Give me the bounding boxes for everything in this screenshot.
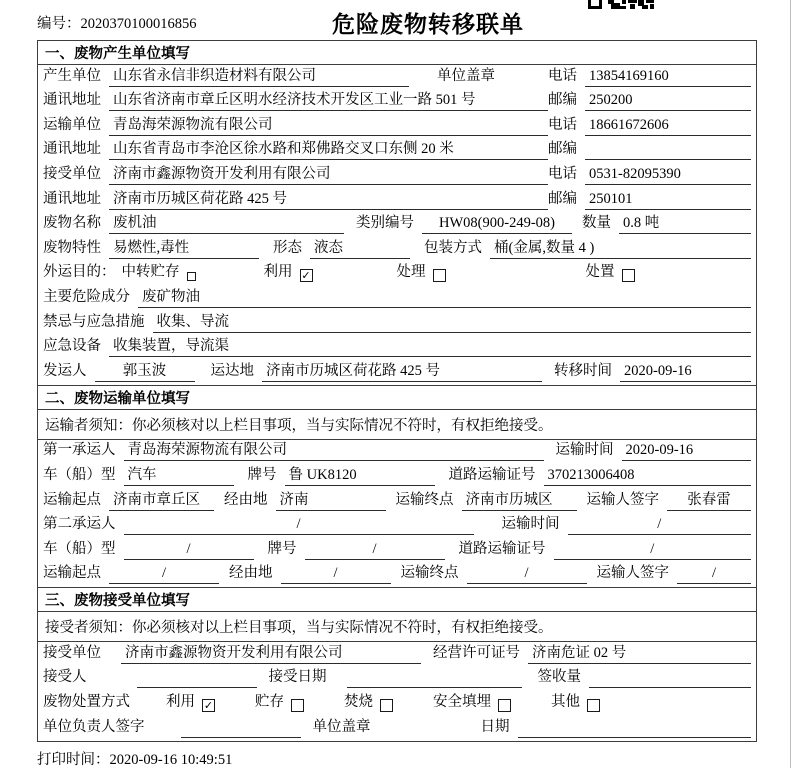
row-shipper	[38, 360, 756, 385]
form-value: 液态	[310, 236, 410, 259]
zip-value: 250101	[585, 191, 751, 210]
carrier1-value: 青岛海荣源物流有限公司	[124, 438, 544, 461]
transporter-value: 青岛海荣源物流有限公司	[109, 113, 548, 136]
row-receive-unit	[38, 642, 756, 667]
address-value: 济南市历城区荷花路 425 号	[109, 187, 548, 210]
phone-value: 0531-82095390	[585, 166, 751, 185]
address-value: 山东省青岛市李沧区徐水路和郑佛路交叉口东侧 20 米	[109, 137, 548, 160]
signed-amount-value	[589, 670, 751, 688]
producer-label: 产生单位	[43, 67, 101, 84]
print-time-value: 2020-09-16 10:49:51	[109, 752, 233, 768]
dispose-option-label: 安全填埋	[433, 694, 491, 711]
address-value: 山东省济南市章丘区明水经济技术开发区工业一路 501 号	[109, 88, 548, 111]
manifest-table	[37, 40, 757, 742]
zip-value	[585, 142, 751, 160]
waste-name-value: 废机油	[109, 211, 344, 234]
transporter-sign-value: /	[677, 565, 751, 584]
dispose-option-label: 利用	[166, 694, 195, 711]
checkbox-store	[291, 699, 304, 712]
shipper-label: 发运人	[43, 362, 87, 379]
transport-time-label: 运输时间	[555, 442, 614, 459]
shipper-value: 郭玉波	[95, 359, 195, 382]
zip-value: 250200	[585, 92, 751, 111]
dispose-option-label: 贮存	[255, 694, 284, 711]
receiver-notice: 接受者须知：你必须核对以上栏目事项，当与实际情况不符时，有权拒绝接受。	[38, 612, 756, 642]
section-producer	[38, 41, 756, 385]
phone-label: 电话	[548, 165, 577, 182]
transport-notice: 运输者须知：你必须核对以上栏目事项，当与实际情况不符时，有权拒绝接受。	[38, 410, 756, 440]
vehicle-type-value: 汽车	[124, 463, 234, 486]
head-sign-value	[181, 720, 301, 738]
zip-label: 邮编	[548, 141, 577, 158]
destination-label: 运达地	[210, 362, 254, 379]
equipment-value: 收集装置，导流渠	[109, 334, 751, 357]
head-sign-label: 单位负责人签字	[43, 718, 145, 735]
qr-code-fragment	[588, 0, 654, 9]
plate-label: 牌号	[247, 466, 277, 483]
row-receiver	[38, 163, 756, 188]
transport-time-label: 运输时间	[501, 516, 560, 533]
permit-label: 经营许可证号	[433, 644, 520, 661]
row-vehicle1	[38, 464, 756, 489]
waste-name-label: 废物名称	[43, 215, 101, 232]
row-carrier2	[38, 514, 756, 539]
dispose-method-label: 废物处置方式	[43, 694, 130, 711]
plate-label: 牌号	[267, 540, 297, 557]
row-waste-name	[38, 213, 756, 238]
row-acceptor	[38, 667, 756, 692]
purpose-option-label: 中转贮存	[121, 264, 180, 281]
phone-label: 电话	[548, 116, 577, 133]
unit-seal-label: 单位盖章	[312, 718, 371, 735]
start-value: /	[109, 565, 219, 584]
row-vehicle2	[38, 538, 756, 563]
row-taboo	[38, 311, 756, 336]
serial-value: 2020370100016856	[80, 16, 197, 32]
unit-seal-label: 单位盖章	[437, 67, 495, 84]
section-receiver-title: 三、废物接受单位填写	[38, 588, 756, 612]
receiver-value: 济南市鑫源物资开发利用有限公司	[109, 162, 548, 185]
category-label: 类别编号	[356, 215, 414, 232]
vehicle-type-value: /	[124, 541, 254, 560]
start-label: 运输起点	[43, 491, 101, 508]
checkbox-mark: ✓	[203, 699, 214, 713]
trait-value: 易燃性,毒性	[109, 236, 259, 259]
category-value: HW08(900-249-08)	[422, 215, 572, 234]
packing-value: 桶(金属,数量 4 )	[490, 236, 751, 259]
signed-amount-label: 签收量	[537, 669, 581, 686]
section-receiver	[38, 587, 756, 740]
permit-value: 济南危证 02 号	[528, 641, 751, 664]
equipment-label: 应急设备	[43, 338, 101, 355]
transfer-time-value: 2020-09-16	[620, 363, 751, 382]
print-time-line	[37, 748, 232, 769]
transport-time-value: /	[568, 516, 752, 535]
print-time-label: 打印时间：	[37, 752, 110, 768]
hazard-value: 废矿物油	[138, 285, 751, 308]
vehicle-type-label: 车（船）型	[43, 466, 116, 483]
transporter-sign-value: 张春雷	[667, 488, 751, 511]
taboo-value: 收集、导流	[153, 310, 752, 333]
row-producer-address	[38, 90, 756, 115]
carrier2-label: 第二承运人	[43, 516, 116, 533]
road-license-label: 道路运输证号	[448, 466, 536, 483]
phone-label: 电话	[548, 67, 577, 84]
acceptor-value	[137, 670, 257, 688]
vehicle-type-label: 车（船）型	[43, 540, 116, 557]
row-producer	[38, 65, 756, 90]
phone-value: 13854169160	[585, 68, 751, 87]
acceptor-label: 接受人	[43, 669, 87, 686]
road-license-value: /	[554, 541, 752, 560]
via-label: 经由地	[224, 491, 268, 508]
via-value: /	[281, 565, 391, 584]
carrier2-value: /	[124, 516, 474, 535]
checkbox-treat	[433, 269, 446, 282]
checkbox-mark: ✓	[301, 269, 311, 283]
plate-value: /	[305, 541, 445, 560]
row-carrier1	[38, 440, 756, 465]
address-label: 通讯地址	[43, 190, 101, 207]
end-label: 运输终点	[400, 565, 459, 582]
via-value: 济南	[276, 488, 386, 511]
start-value: 济南市章丘区	[109, 488, 214, 511]
row-purpose	[38, 262, 756, 287]
section-transport	[38, 385, 756, 588]
quantity-value: 0.8 吨	[619, 211, 751, 234]
via-label: 经由地	[229, 565, 273, 582]
serial-label: 编号：	[37, 16, 81, 32]
dispose-option-label: 焚烧	[344, 694, 373, 711]
accept-date-label: 接受日期	[268, 669, 327, 686]
date-value	[518, 720, 752, 738]
start-label: 运输起点	[43, 565, 101, 582]
road-license-value: 370213006408	[544, 467, 752, 486]
zip-label: 邮编	[548, 92, 577, 109]
dispose-option-label: 其他	[551, 694, 580, 711]
transfer-time-label: 转移时间	[554, 362, 612, 379]
row-transporter	[38, 114, 756, 139]
checkbox-utilize	[300, 269, 313, 282]
taboo-label: 禁忌与应急措施	[43, 313, 145, 330]
transporter-label: 运输单位	[43, 116, 101, 133]
row-receiver-address	[38, 188, 756, 213]
form-label: 形态	[273, 239, 302, 256]
address-label: 通讯地址	[43, 141, 101, 158]
row-hazard	[38, 286, 756, 311]
section-producer-title: 一、废物产生单位填写	[38, 41, 756, 65]
address-label: 通讯地址	[43, 92, 101, 109]
phone-value: 18661672606	[585, 117, 751, 136]
transporter-sign-label: 运输人签字	[596, 565, 669, 582]
plate-value: 鲁 UK8120	[285, 463, 435, 486]
producer-value: 山东省永信非织造材料有限公司	[109, 64, 409, 87]
checkbox-landfill	[498, 699, 511, 712]
road-license-label: 道路运输证号	[458, 540, 546, 557]
transporter-sign-label: 运输人签字	[586, 491, 659, 508]
quantity-label: 数量	[582, 215, 611, 232]
row-equipment	[38, 336, 756, 361]
window-edge-line	[790, 0, 791, 768]
end-value: /	[467, 565, 587, 584]
purpose-label: 外运目的：	[43, 264, 116, 281]
checkbox-utilize	[202, 699, 215, 712]
row-waste-trait	[38, 237, 756, 262]
row-dispose-method	[38, 691, 756, 716]
receiver-label: 接受单位	[43, 165, 101, 182]
purpose-option-label: 处置	[585, 264, 615, 281]
row-head-sign	[38, 716, 756, 741]
trait-label: 废物特性	[43, 239, 101, 256]
checkbox-other	[587, 699, 600, 712]
destination-value: 济南市历城区荷花路 425 号	[262, 359, 542, 382]
page-title: 危险废物转移联单	[332, 11, 524, 37]
row-route2	[38, 563, 756, 588]
zip-label: 邮编	[548, 190, 577, 207]
row-route1	[38, 489, 756, 514]
purpose-option-label: 利用	[263, 264, 293, 281]
section-transport-title: 二、废物运输单位填写	[38, 386, 756, 410]
row-transporter-address	[38, 139, 756, 164]
purpose-option-label: 处理	[396, 264, 426, 281]
date-label: 日期	[480, 718, 510, 735]
end-label: 运输终点	[395, 491, 454, 508]
hazard-label: 主要危险成分	[43, 288, 130, 305]
checkbox-transfer-storage	[187, 272, 196, 281]
serial-number-line	[37, 12, 197, 33]
packing-label: 包装方式	[424, 239, 482, 256]
end-value: 济南市历城区	[462, 488, 577, 511]
receive-unit-label: 接受单位	[43, 644, 101, 661]
receive-unit-value: 济南市鑫源物资开发利用有限公司	[121, 641, 421, 664]
carrier1-label: 第一承运人	[43, 442, 116, 459]
checkbox-dispose	[622, 269, 635, 282]
checkbox-incinerate	[380, 699, 393, 712]
accept-date-value	[347, 670, 522, 688]
transport-time-value: 2020-09-16	[622, 442, 752, 461]
